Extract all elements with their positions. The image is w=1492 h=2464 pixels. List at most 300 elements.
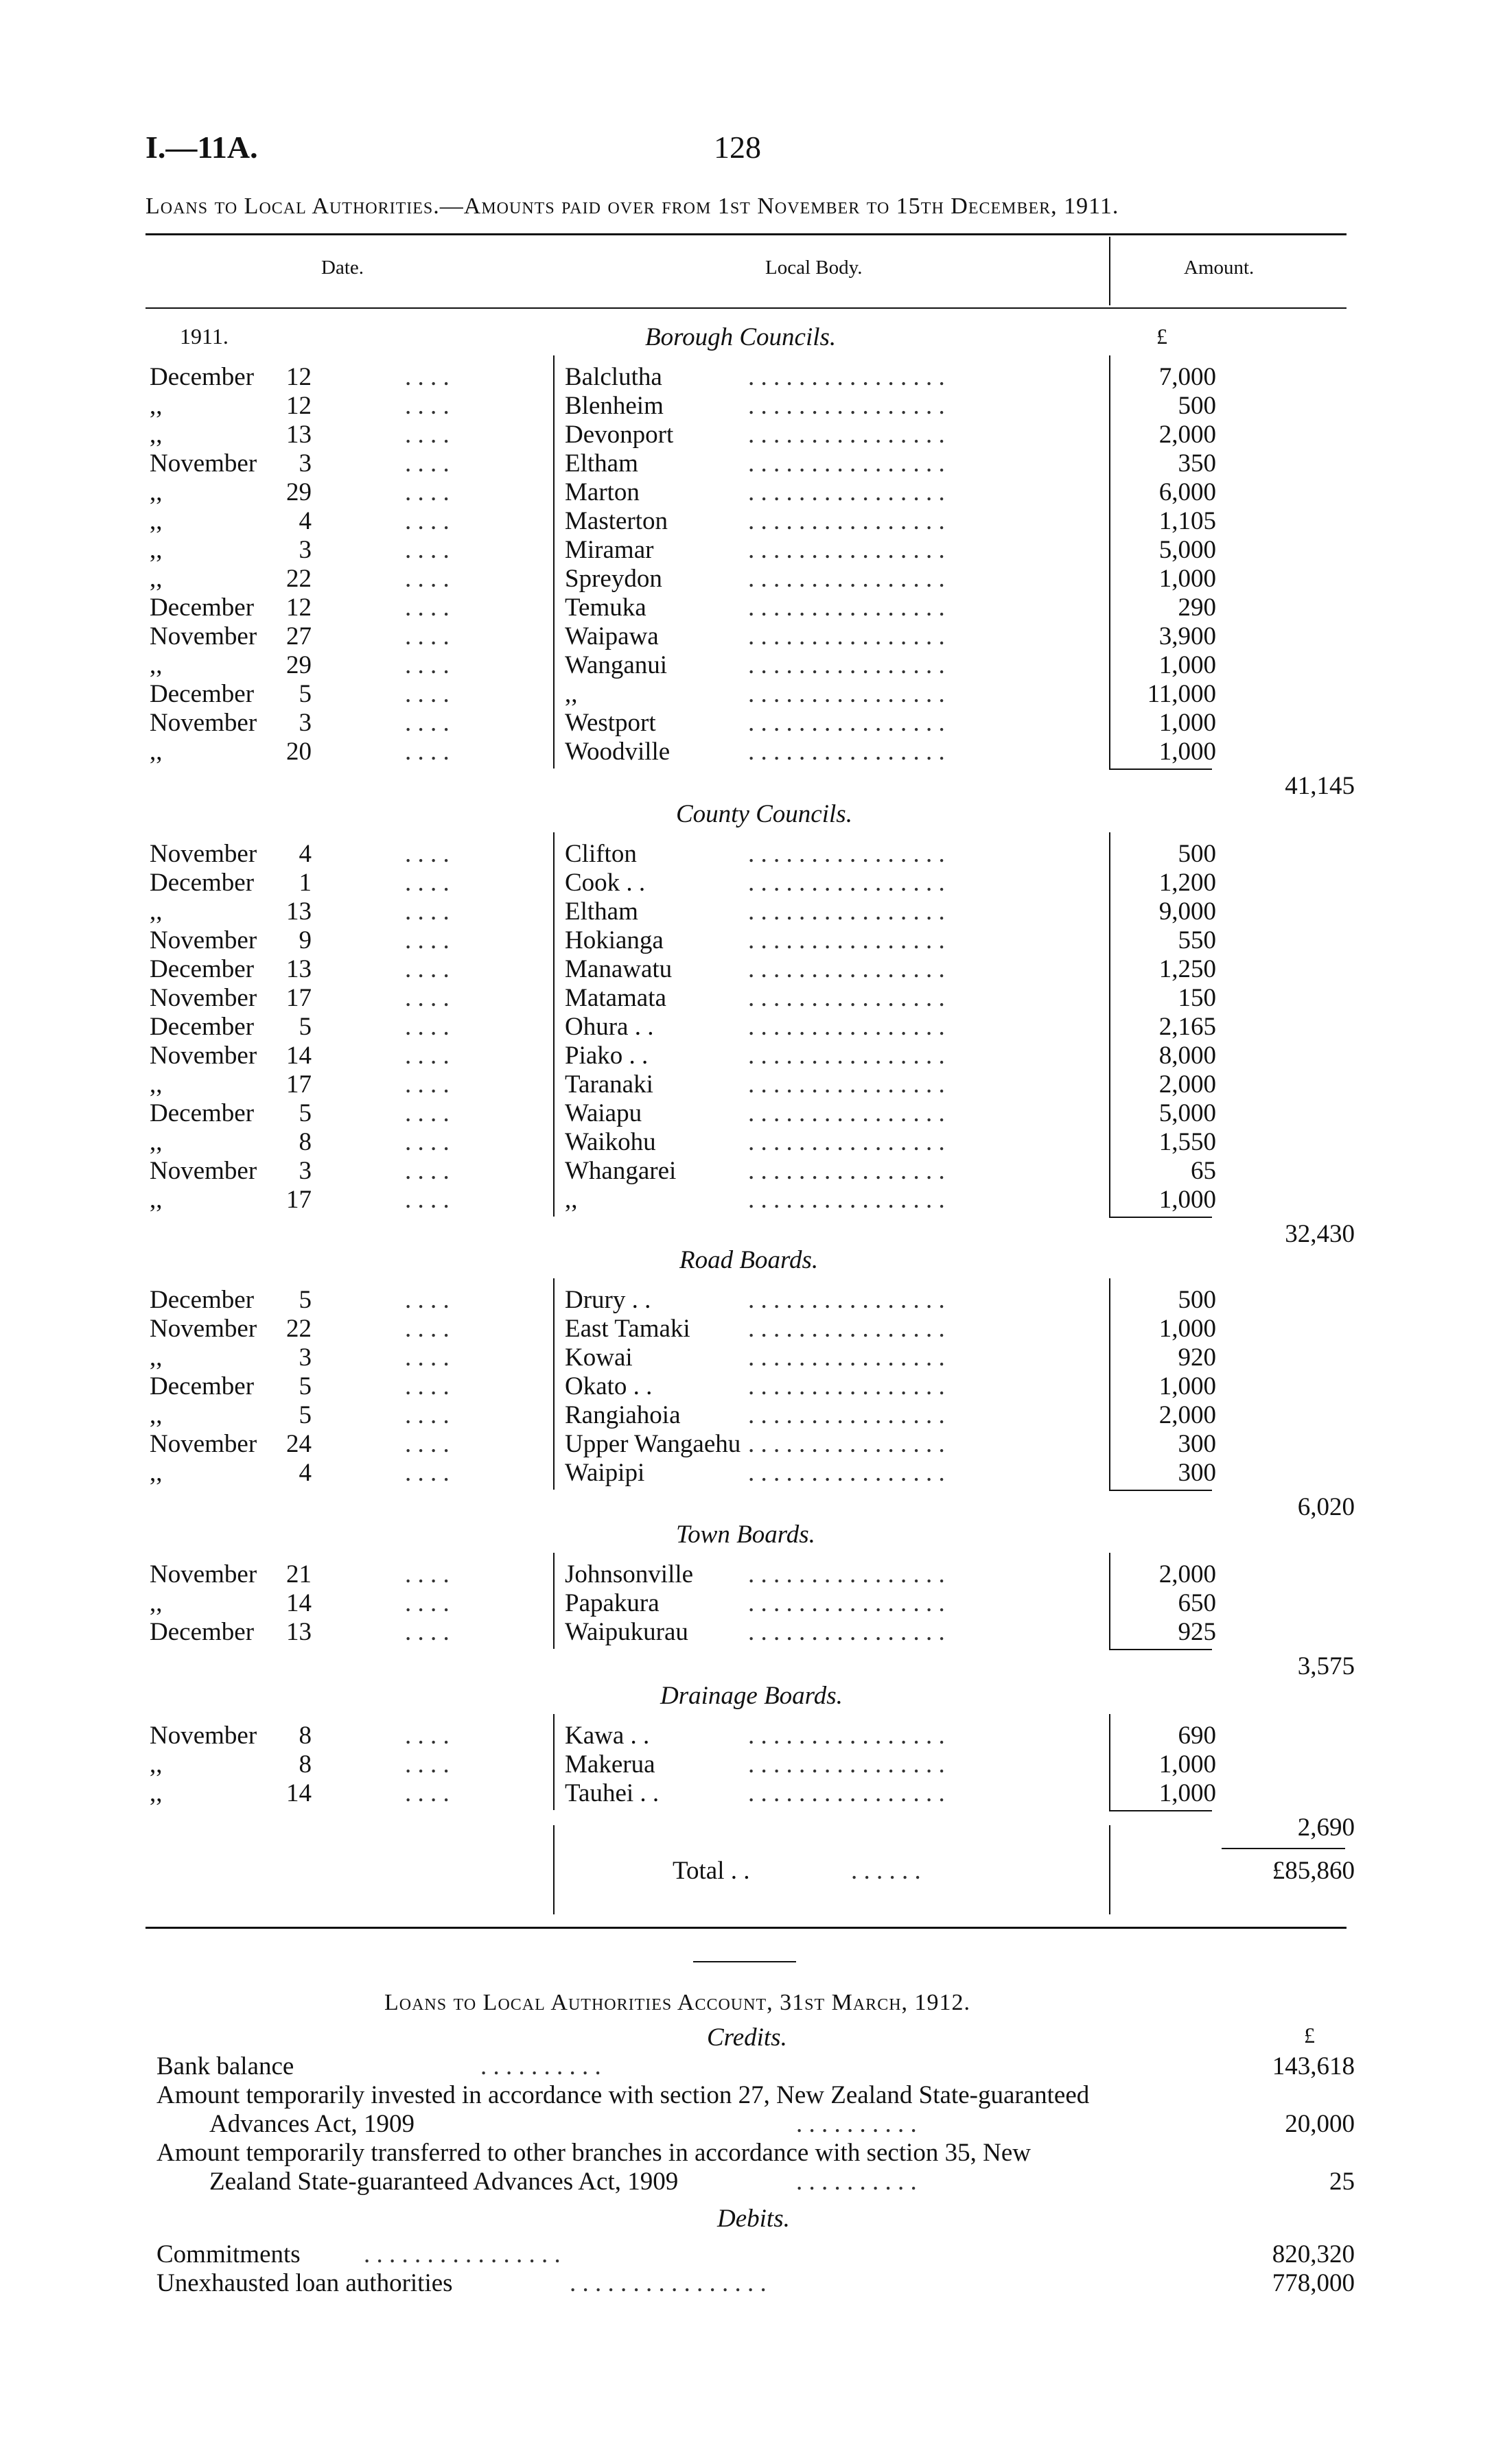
date-day: 4 (299, 1459, 312, 1487)
leader-dots: . . . . . . . . . . . . . . . . (748, 1099, 945, 1127)
leader-dots: . . . . . . . . . . . . . . . . (748, 926, 945, 954)
local-body-name: Waiapu (565, 1099, 642, 1127)
local-body-name: Taranaki (565, 1070, 653, 1099)
table-row (0, 622, 1492, 650)
leader-dots: . . . . (405, 1401, 450, 1429)
local-body-name: Waipukurau (565, 1618, 688, 1646)
table-row (0, 1127, 1492, 1156)
date-day: 13 (286, 1618, 312, 1646)
amount-value: 925 (1178, 1618, 1216, 1646)
total-amount: £85,860 (1272, 1857, 1355, 1885)
leader-dots: . . . . . . . . . . . . . . . . (748, 536, 945, 564)
date-month: December (150, 363, 255, 391)
leader-dots: . . . . . . . . . . . . . . . . (748, 1459, 945, 1487)
leader-dots: . . . . (405, 869, 450, 897)
account-line-text: Advances Act, 1909 (209, 2110, 415, 2138)
amount-col-rule (1109, 832, 1110, 1217)
date-day: 13 (286, 897, 312, 926)
local-body-name: Masterton (565, 507, 668, 535)
date-month: December (150, 869, 255, 897)
local-body-name: Matamata (565, 984, 666, 1012)
date-month: December (150, 1099, 255, 1127)
amount-value: 690 (1178, 1722, 1216, 1750)
leader-dots: . . . . (405, 926, 450, 954)
leader-dots: . . . . (405, 1372, 450, 1400)
amount-value: 1,250 (1158, 955, 1216, 983)
local-body-name: Westport (565, 709, 656, 737)
amount-value: 1,000 (1158, 1372, 1216, 1400)
debit-amount: 778,000 (1272, 2269, 1355, 2297)
account-line-text: Commitments (156, 2240, 301, 2268)
leader-dots: . . . . (405, 1750, 450, 1779)
leader-dots: . . . . . . . . . . . . . . . . (748, 1070, 945, 1099)
section-heading: Road Boards. (679, 1246, 819, 1274)
amount-value: 11,000 (1147, 680, 1216, 708)
date-month: ,, (150, 738, 163, 766)
amount-value: 1,000 (1158, 1779, 1216, 1807)
body-col-rule (553, 1553, 555, 1649)
date-day: 1 (299, 869, 312, 897)
page-title: Loans to Local Authorities.—Amounts paid over from 1st November to 15th December, 1911. (145, 193, 1119, 219)
date-month: December (150, 1286, 255, 1314)
date-day: 3 (299, 1344, 312, 1372)
amount-value: 2,000 (1158, 421, 1216, 449)
date-day: 22 (286, 1315, 312, 1343)
date-day: 5 (299, 680, 312, 708)
section-heading: Town Boards. (676, 1521, 815, 1549)
date-day: 17 (286, 1186, 312, 1214)
subtotal-value: 2,690 (1297, 1814, 1355, 1842)
account-line-text: Bank balance (156, 2052, 294, 2080)
subtotal-rule (1109, 768, 1212, 770)
leader-dots: . . . . . . . . . . . . . . . . (748, 392, 945, 420)
date-day: 27 (286, 622, 312, 650)
table-row (0, 1185, 1492, 1214)
local-body-name: Marton (565, 478, 640, 506)
table-header-rule (145, 307, 1347, 309)
leader-dots: . . . . . . . . . . . . . . . . (748, 421, 945, 449)
table-row (0, 737, 1492, 766)
date-month: December (150, 1013, 255, 1041)
leader-dots: . . . . (405, 738, 450, 766)
amount-value: 2,000 (1158, 1070, 1216, 1099)
table-row (0, 506, 1492, 535)
leader-dots: . . . . . . . . . . . . . . . . (570, 2269, 767, 2297)
local-body-name: Eltham (565, 449, 638, 478)
date-day: 9 (299, 926, 312, 954)
leader-dots: . . . . . . . . . . . . . . . . (748, 594, 945, 622)
local-body-name: Piako . . (565, 1042, 649, 1070)
credit-amount: 143,618 (1272, 2052, 1355, 2080)
leader-dots: . . . . . . . . . . . . . . . . (748, 1013, 945, 1041)
table-row (0, 1721, 1492, 1750)
amount-col-rule (1109, 355, 1110, 768)
date-day: 4 (299, 840, 312, 868)
local-body-name: Waipawa (565, 622, 659, 650)
leader-dots: . . . . . . . . . . . . . . . . (748, 1779, 945, 1807)
leader-dots: . . . . (405, 955, 450, 983)
date-column-header: Date. (321, 257, 364, 279)
leader-dots: . . . . . . (851, 1857, 921, 1885)
amount-value: 1,000 (1158, 1315, 1216, 1343)
account-line-text: Amount temporarily transferred to other branches in accordance with section 35, New (156, 2139, 1031, 2167)
date-day: 12 (286, 594, 312, 622)
amount-value: 1,105 (1158, 507, 1216, 535)
date-day: 8 (299, 1128, 312, 1156)
subtotal-rule (1109, 1649, 1212, 1650)
page-number: 128 (714, 130, 761, 165)
local-body-name: Waikohu (565, 1128, 656, 1156)
local-body-name: Kawa . . (565, 1722, 650, 1750)
leader-dots: . . . . . . . . . . . . . . . . (364, 2240, 561, 2268)
amount-value: 300 (1178, 1459, 1216, 1487)
leader-dots: . . . . . . . . . . . . . . . . (748, 1344, 945, 1372)
leader-dots: . . . . (405, 1344, 450, 1372)
leader-dots: . . . . (405, 1589, 450, 1617)
date-day: 5 (299, 1286, 312, 1314)
table-row (0, 679, 1492, 708)
body-col-rule (553, 1278, 555, 1490)
leader-dots: . . . . (405, 1070, 450, 1099)
date-day: 12 (286, 392, 312, 420)
table-row (0, 391, 1492, 420)
local-body-name: Rangiahoia (565, 1401, 681, 1429)
table-row (0, 1012, 1492, 1041)
account-line-text: Zealand State-guaranteed Advances Act, 1909 (209, 2168, 679, 2196)
date-month: November (150, 1315, 257, 1343)
amount-value: 1,000 (1158, 651, 1216, 679)
account-line-text: Unexhausted loan authorities (156, 2269, 453, 2297)
date-month: ,, (150, 1779, 163, 1807)
leader-dots: . . . . (405, 594, 450, 622)
leader-dots: . . . . . . . . . . . . . . . . (748, 1430, 945, 1458)
leader-dots: . . . . . . . . . . . . . . . . (748, 507, 945, 535)
subtotal-rule (1109, 1217, 1212, 1218)
table-row (0, 1617, 1492, 1646)
leader-dots: . . . . . . . . . . . . . . . . (748, 1560, 945, 1588)
date-month: ,, (150, 651, 163, 679)
body-col-rule (553, 1714, 555, 1810)
amount-col-rule (1109, 1553, 1110, 1649)
leader-dots: . . . . (405, 1459, 450, 1487)
local-body-name: Ohura . . (565, 1013, 654, 1041)
leader-dots: . . . . . . . . . . . . . . . . (748, 1589, 945, 1617)
section-heading: Drainage Boards. (660, 1682, 843, 1710)
table-bottom-rule (145, 1927, 1347, 1929)
date-day: 13 (286, 421, 312, 449)
date-month: ,, (150, 1344, 163, 1372)
leader-dots: . . . . . . . . . . . . . . . . (748, 984, 945, 1012)
table-row (0, 1285, 1492, 1314)
amount-value: 550 (1178, 926, 1216, 954)
table-row (0, 708, 1492, 737)
leader-dots: . . . . . . . . . . . . . . . . (748, 622, 945, 650)
leader-dots: . . . . . . . . . . . . . . . . (748, 651, 945, 679)
local-body-name: Temuka (565, 594, 646, 622)
local-body-name: Upper Wangaehu (565, 1430, 741, 1458)
local-body-name: Okato . . (565, 1372, 653, 1400)
amount-col-rule (1109, 1278, 1110, 1490)
leader-dots: . . . . (405, 1186, 450, 1214)
table-row (0, 1779, 1492, 1807)
leader-dots: . . . . (405, 1430, 450, 1458)
amount-column-header: Amount. (1184, 257, 1255, 279)
local-body-name: Spreydon (565, 565, 662, 593)
table-row (0, 535, 1492, 564)
amount-value: 5,000 (1158, 536, 1216, 564)
leader-dots: . . . . . . . . . . . . . . . . (748, 869, 945, 897)
date-month: November (150, 622, 257, 650)
date-day: 3 (299, 1157, 312, 1185)
date-month: ,, (150, 1128, 163, 1156)
date-day: 3 (299, 536, 312, 564)
date-month: November (150, 1560, 257, 1588)
table-row (0, 926, 1492, 954)
leader-dots: . . . . (405, 709, 450, 737)
section-heading: Borough Councils. (645, 323, 837, 351)
date-day: 20 (286, 738, 312, 766)
date-month: November (150, 1722, 257, 1750)
body-col-rule (553, 355, 555, 768)
date-month: ,, (150, 507, 163, 535)
leader-dots: . . . . . . . . . . (796, 2110, 917, 2138)
leader-dots: . . . . (405, 1779, 450, 1807)
credit-amount: 25 (1329, 2168, 1355, 2196)
date-day: 17 (286, 984, 312, 1012)
date-month: December (150, 1372, 255, 1400)
local-body-name: Tauhei . . (565, 1779, 660, 1807)
table-row (0, 362, 1492, 391)
date-day: 22 (286, 565, 312, 593)
amount-value: 500 (1178, 1286, 1216, 1314)
table-row (0, 868, 1492, 897)
leader-dots: . . . . . . . . . . . . . . . . (748, 738, 945, 766)
local-body-name: Woodville (565, 738, 671, 766)
date-day: 5 (299, 1372, 312, 1400)
amount-value: 1,550 (1158, 1128, 1216, 1156)
subtotal-rule (1109, 1490, 1212, 1491)
leader-dots: . . . . (405, 449, 450, 478)
leader-dots: . . . . (405, 1286, 450, 1314)
table-row (0, 1588, 1492, 1617)
date-month: ,, (150, 478, 163, 506)
amount-value: 150 (1178, 984, 1216, 1012)
local-body-name: Papakura (565, 1589, 660, 1617)
date-month: ,, (150, 392, 163, 420)
table-row (0, 1099, 1492, 1127)
amount-value: 1,000 (1158, 738, 1216, 766)
total-label: Total . . (673, 1857, 750, 1885)
local-body-name: Kowai (565, 1344, 633, 1372)
date-day: 29 (286, 651, 312, 679)
local-body-name: Waipipi (565, 1459, 645, 1487)
date-day: 5 (299, 1099, 312, 1127)
leader-dots: . . . . . . . . . . . . . . . . (748, 1042, 945, 1070)
date-month: ,, (150, 1186, 163, 1214)
amount-value: 9,000 (1158, 897, 1216, 926)
local-body-name: Whangarei (565, 1157, 677, 1185)
table-row (0, 1429, 1492, 1458)
date-month: December (150, 594, 255, 622)
date-month: November (150, 449, 257, 478)
subtotal-value: 6,020 (1297, 1493, 1355, 1521)
table-row (0, 1560, 1492, 1588)
amount-value: 300 (1178, 1430, 1216, 1458)
leader-dots: . . . . . . . . . . . . . . . . (748, 449, 945, 478)
date-month: November (150, 1430, 257, 1458)
date-day: 4 (299, 507, 312, 535)
subtotal-value: 32,430 (1285, 1220, 1355, 1248)
date-month: November (150, 1042, 257, 1070)
leader-dots: . . . . . . . . . . . . . . . . (748, 955, 945, 983)
amount-value: 5,000 (1158, 1099, 1216, 1127)
local-body-name: East Tamaki (565, 1315, 690, 1343)
subtotal-rule (1109, 1810, 1212, 1811)
leader-dots: . . . . (405, 565, 450, 593)
local-body-name: Drury . . (565, 1286, 651, 1314)
local-body-name: Eltham (565, 897, 638, 926)
local-body-name: Wanganui (565, 651, 668, 679)
date-month: ,, (150, 1750, 163, 1779)
local-body-name: Miramar (565, 536, 654, 564)
local-body-name: ,, (565, 1186, 578, 1214)
local-body-name: Balclutha (565, 363, 662, 391)
table-row (0, 1156, 1492, 1185)
leader-dots: . . . . . . . . . . . . . . . . (748, 478, 945, 506)
account-title: Loans to Local Authorities Account, 31st March, 1912. (384, 1990, 971, 2015)
amount-value: 6,000 (1158, 478, 1216, 506)
date-month: November (150, 926, 257, 954)
leader-dots: . . . . . . . . . . . . . . . . (748, 1618, 945, 1646)
date-month: December (150, 955, 255, 983)
table-top-rule (145, 233, 1347, 235)
leader-dots: . . . . (405, 421, 450, 449)
table-row (0, 1314, 1492, 1343)
local-body-name: Devonport (565, 421, 674, 449)
leader-dots: . . . . (405, 1618, 450, 1646)
date-month: November (150, 709, 257, 737)
table-row (0, 983, 1492, 1012)
leader-dots: . . . . (405, 507, 450, 535)
amount-col-divider (1109, 237, 1110, 305)
amount-value: 65 (1191, 1157, 1216, 1185)
local-body-name: Johnsonville (565, 1560, 694, 1588)
leader-dots: . . . . (405, 1560, 450, 1588)
leader-dots: . . . . (405, 478, 450, 506)
date-month: December (150, 1618, 255, 1646)
amount-value: 1,000 (1158, 565, 1216, 593)
local-body-name: Manawatu (565, 955, 673, 983)
date-month: ,, (150, 897, 163, 926)
amount-col-rule (1109, 1714, 1110, 1810)
amount-value: 650 (1178, 1589, 1216, 1617)
amount-value: 2,165 (1158, 1013, 1216, 1041)
local-body-name: ,, (565, 680, 578, 708)
date-day: 17 (286, 1070, 312, 1099)
date-day: 8 (299, 1722, 312, 1750)
leader-dots: . . . . (405, 1315, 450, 1343)
date-month: ,, (150, 536, 163, 564)
amount-value: 7,000 (1158, 363, 1216, 391)
amount-value: 350 (1178, 449, 1216, 478)
leader-dots: . . . . . . . . . . (480, 2052, 601, 2080)
section-separator (693, 1961, 796, 1962)
leader-dots: . . . . (405, 622, 450, 650)
amount-value: 1,000 (1158, 1186, 1216, 1214)
leader-dots: . . . . . . . . . . . . . . . . (748, 1722, 945, 1750)
amount-value: 920 (1178, 1344, 1216, 1372)
date-day: 29 (286, 478, 312, 506)
table-row (0, 650, 1492, 679)
currency-label: £ (1304, 2023, 1315, 2048)
leader-dots: . . . . (405, 897, 450, 926)
date-day: 3 (299, 709, 312, 737)
leader-dots: . . . . . . . . . . . . . . . . (748, 1186, 945, 1214)
date-day: 14 (286, 1589, 312, 1617)
amount-value: 8,000 (1158, 1042, 1216, 1070)
leader-dots: . . . . (405, 1013, 450, 1041)
amount-value: 500 (1178, 840, 1216, 868)
leader-dots: . . . . . . . . . . . . . . . . (748, 1157, 945, 1185)
date-day: 24 (286, 1430, 312, 1458)
debits-heading: Debits. (717, 2205, 790, 2233)
date-month: ,, (150, 565, 163, 593)
table-row (0, 1400, 1492, 1429)
leader-dots: . . . . . . . . . . . . . . . . (748, 565, 945, 593)
local-body-name: Cook . . (565, 869, 646, 897)
total-rule (1222, 1848, 1345, 1849)
local-body-name: Hokianga (565, 926, 664, 954)
date-month: ,, (150, 1459, 163, 1487)
date-day: 14 (286, 1779, 312, 1807)
year-label: 1911. (180, 324, 229, 349)
leader-dots: . . . . (405, 392, 450, 420)
leader-dots: . . . . (405, 1128, 450, 1156)
table-row (0, 1372, 1492, 1400)
amount-value: 1,000 (1158, 1750, 1216, 1779)
leader-dots: . . . . (405, 1099, 450, 1127)
date-day: 8 (299, 1750, 312, 1779)
date-month: ,, (150, 1401, 163, 1429)
leader-dots: . . . . . . . . . . . . . . . . (748, 709, 945, 737)
date-month: ,, (150, 1070, 163, 1099)
table-row (0, 1343, 1492, 1372)
leader-dots: . . . . . . . . . . . . . . . . (748, 897, 945, 926)
date-month: ,, (150, 1589, 163, 1617)
subtotal-value: 3,575 (1297, 1652, 1355, 1680)
leader-dots: . . . . (405, 840, 450, 868)
date-day: 14 (286, 1042, 312, 1070)
leader-dots: . . . . . . . . . . . . . . . . (748, 363, 945, 391)
table-row (0, 1458, 1492, 1487)
section-heading: County Councils. (676, 800, 852, 828)
leader-dots: . . . . . . . . . . (796, 2168, 917, 2196)
date-month: November (150, 984, 257, 1012)
table-row (0, 564, 1492, 593)
date-month: December (150, 680, 255, 708)
leader-dots: . . . . . . . . . . . . . . . . (748, 1750, 945, 1779)
document-reference: I.—11A. (145, 130, 258, 165)
subtotal-value: 41,145 (1285, 772, 1355, 800)
leader-dots: . . . . . . . . . . . . . . . . (748, 680, 945, 708)
table-row (0, 954, 1492, 983)
date-day: 21 (286, 1560, 312, 1588)
date-day: 12 (286, 363, 312, 391)
leader-dots: . . . . . . . . . . . . . . . . (748, 1128, 945, 1156)
amount-value: 3,900 (1158, 622, 1216, 650)
date-day: 3 (299, 449, 312, 478)
leader-dots: . . . . (405, 1722, 450, 1750)
